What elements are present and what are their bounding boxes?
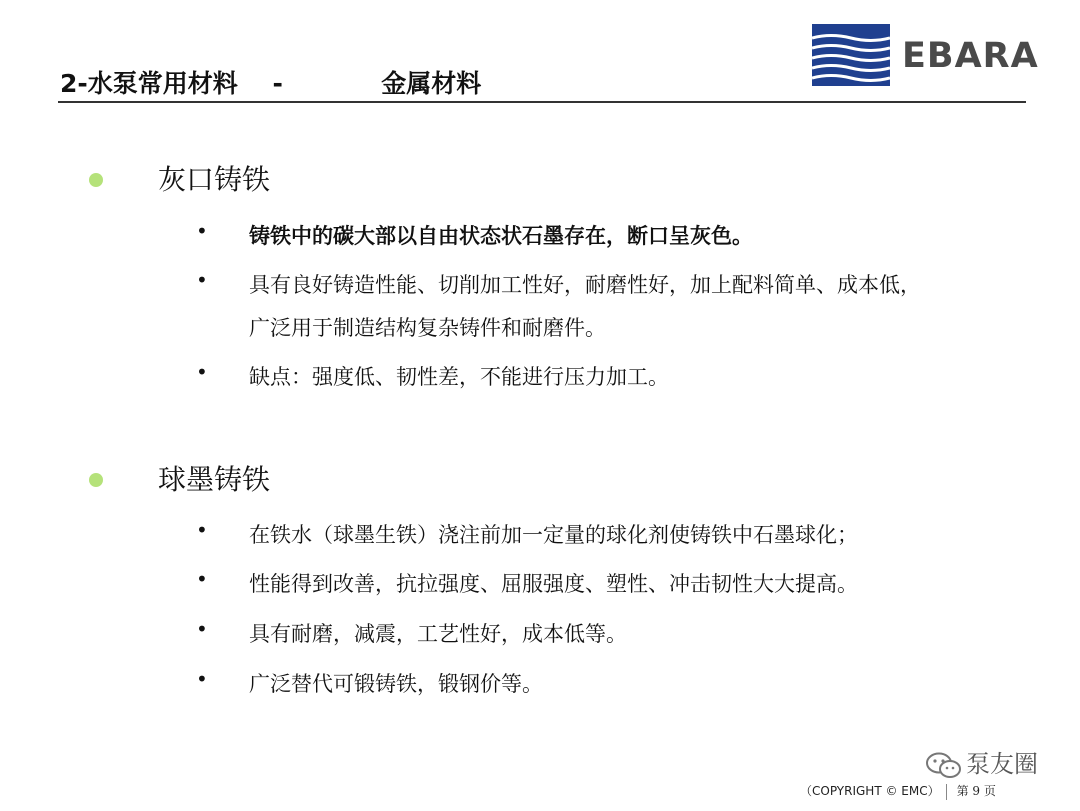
bullet-dot-icon: • — [196, 360, 208, 384]
title-left: 2-水泵常用材料 — [60, 69, 238, 98]
ebara-logo — [812, 24, 1039, 86]
green-bullet-icon — [89, 473, 103, 487]
bullet-dot-icon: • — [196, 219, 208, 243]
bullet-dot-icon: • — [196, 268, 208, 292]
logo-wordmark: EBARA — [902, 36, 1039, 76]
bullet-text: 在铁水（球墨生铁）浇注前加一定量的球化剂使铸铁中石墨球化； — [249, 523, 858, 547]
bullet-dot-icon: • — [196, 567, 208, 591]
bullet-dot-icon: • — [196, 667, 208, 691]
wechat-icon — [924, 750, 964, 782]
footer — [800, 780, 996, 802]
footer-divider — [946, 784, 947, 800]
page-number: 第 9 页 — [956, 784, 996, 798]
title-underline — [58, 101, 1026, 103]
section-title: 灰口铸铁 — [158, 163, 271, 196]
bullet-dot-icon: • — [196, 518, 208, 542]
bullet-dot-icon: • — [196, 617, 208, 641]
wave-logo-icon — [812, 24, 890, 86]
bullet-text: 性能得到改善，抗拉强度、屈服强度、塑性、冲击韧性大大提高。 — [249, 572, 858, 596]
bullet-text: 具有耐磨，减震，工艺性好，成本低等。 — [249, 622, 627, 646]
section-header-gray-iron — [86, 162, 986, 198]
bullet-text: 广泛用于制造结构复杂铸件和耐磨件。 — [249, 316, 606, 340]
copyright-text: （COPYRIGHT © EMC） — [800, 784, 940, 798]
watermark-text: 泵友圈 — [966, 750, 1038, 778]
watermark — [924, 748, 1054, 782]
section-title: 球墨铸铁 — [158, 463, 271, 496]
section-header-ductile-iron — [86, 462, 986, 498]
title-separator: - — [272, 69, 283, 98]
bullet-text: 具有良好铸造性能、切削加工性好，耐磨性好，加上配料简单、成本低， — [249, 273, 921, 297]
bullet-text: 缺点：强度低、韧性差，不能进行压力加工。 — [249, 365, 669, 389]
bullet-text: 广泛替代可锻铸铁，锻钢价等。 — [249, 672, 543, 696]
green-bullet-icon — [89, 173, 103, 187]
title-right: 金属材料 — [381, 69, 482, 98]
page-title — [60, 66, 481, 102]
bullet-text: 铸铁中的碳大部以自由状态状石墨存在，断口呈灰色。 — [249, 224, 753, 248]
